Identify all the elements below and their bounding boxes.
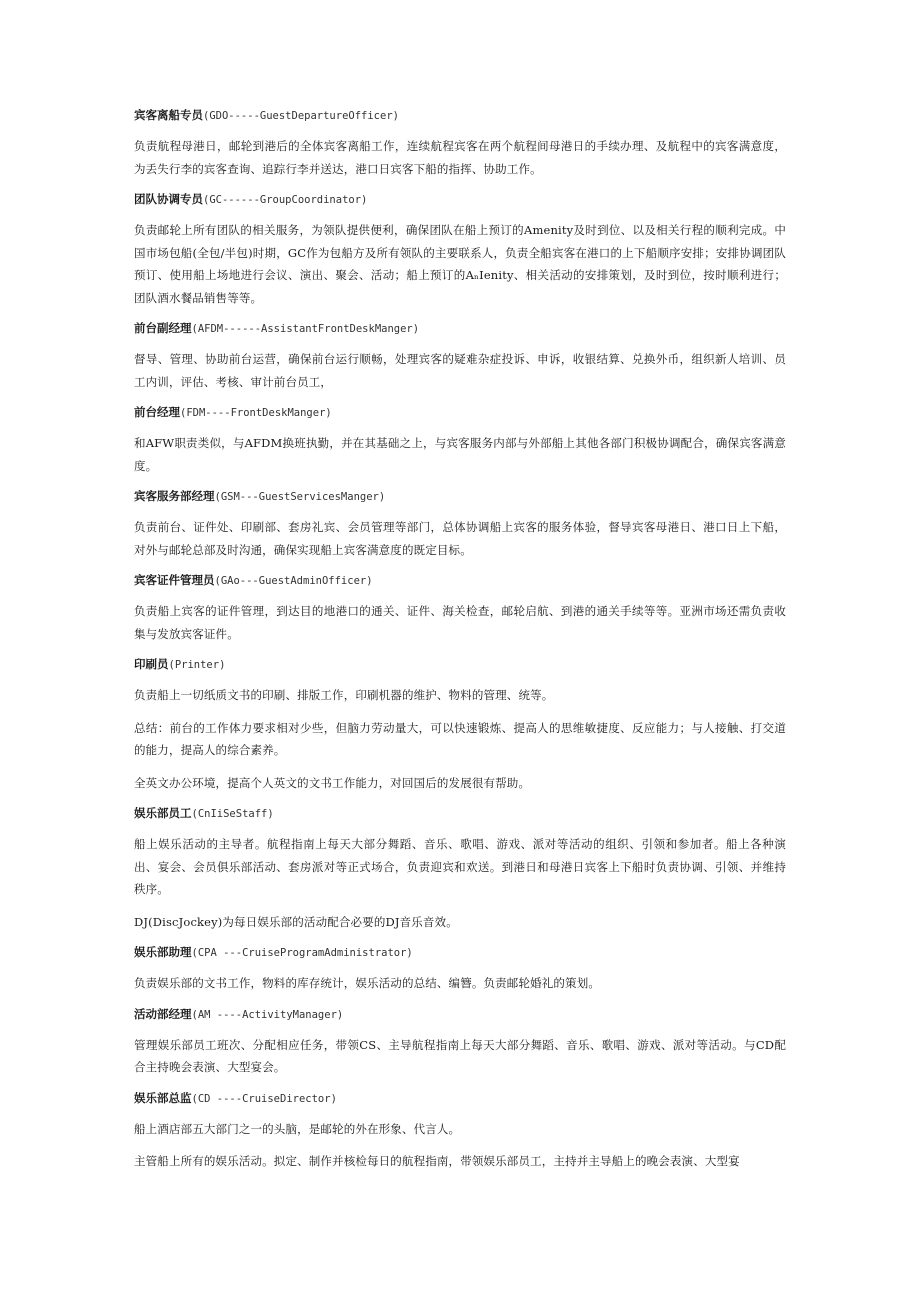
entry-title: 娱乐部总监 — [134, 1090, 192, 1105]
entry-code: (GC------GroupCoordinator) — [203, 194, 368, 206]
entry-heading — [134, 403, 786, 422]
entry-title: 娱乐部助理 — [134, 945, 192, 959]
entry-title: 宾客服务部经理 — [134, 489, 215, 503]
entry-title: 娱乐部员工 — [134, 806, 192, 820]
entry-gao — [134, 571, 786, 645]
entry-printer — [134, 655, 786, 794]
entry-heading — [134, 655, 786, 674]
entry-heading — [134, 571, 786, 590]
entry-code: (GSM---GuestServicesManger) — [214, 491, 386, 503]
entry-heading — [134, 1005, 786, 1024]
entry-gc — [134, 190, 786, 309]
entry-code: (FDM----FrontDeskManger) — [180, 407, 332, 419]
entry-afdm — [134, 319, 786, 393]
entry-code: (Printer) — [168, 659, 226, 671]
entry-heading — [134, 319, 786, 338]
entry-paragraph: 负责船上一切纸质文书的印刷、排版工作，印刷机器的维护、物料的管理、统等。 — [134, 688, 554, 702]
entry-heading — [134, 943, 786, 962]
entry-title: 宾客离船专员 — [134, 108, 203, 122]
entry-title: 前台副经理 — [134, 321, 192, 335]
entry-paragraph: 督导、管理、协助前台运营，确保前台运行顺畅，处理宾客的疑难杂症投诉、申诉，收银结算、兑换外币，组织新人培训、员工内训，评估、考核、审计前台员工， — [134, 352, 786, 389]
entry-paragraph: 负责船上宾客的证件管理，到达目的地港口的通关、证件、海关检查，邮轮启航、到港的通关手续等等。亚洲市场还需负责收集与发放宾客证件。 — [134, 604, 786, 641]
entry-code: (AM ----ActivityManager) — [191, 1008, 344, 1021]
entry-heading — [134, 190, 786, 209]
entry-paragraph: 船上酒店部五大部门之一的头脑，是邮轮的外在形象、代言人。 — [134, 1121, 461, 1136]
entry-gdo — [134, 106, 786, 180]
entry-paragraph: DJ(DiscJockey)为每日娱乐部的活动配合必要的DJ音乐音效。 — [134, 914, 458, 929]
entry-cs — [134, 804, 786, 933]
entry-code: (GAo---GuestAdminOfficer) — [214, 575, 373, 587]
entry-cpa — [134, 943, 786, 995]
entry-code: (GDO-----GuestDepartureOfficer) — [203, 110, 399, 122]
document-page — [134, 106, 786, 1183]
entry-title: 前台经理 — [134, 405, 180, 419]
entry-heading — [134, 1089, 786, 1108]
entry-heading — [134, 804, 786, 823]
entry-cd — [134, 1089, 786, 1173]
entry-code: (CPA ---CruiseProgramAdministrator) — [191, 947, 413, 959]
entry-paragraph: 主管船上所有的娱乐活动。拟定、制作并核检每日的航程指南，带领娱乐部员工，主持并主导船上的晚会表演、大型宴 — [134, 1154, 740, 1168]
summary-paragraph: 总结：前台的工作体力要求相对少些，但脑力劳动量大，可以快速锻炼、提高人的思维敏捷度、反应能力；与人接触、打交道的能力，提高人的综合素养。 — [134, 720, 786, 757]
entry-heading — [134, 106, 786, 125]
entry-code: (CnIiSeStaff) — [191, 808, 274, 820]
entry-am — [134, 1005, 786, 1079]
entry-code: (AFDM------AssistantFrontDeskManger) — [191, 323, 420, 335]
entry-paragraph: 船上娱乐活动的主导者。航程指南上每天大部分舞蹈、音乐、歌唱、游戏、派对等活动的组织、引领和参加者。船上各种演出、宴会、会员俱乐部活动、套房派对等正式场合，负责迎宾和欢送。到港日和母港日宾客上下船时负责协调、引领、并维持秩序。 — [134, 837, 786, 896]
entry-paragraph: 管理娱乐部员工班次、分配相应任务，带领CS、主导航程指南上每天大部分舞蹈、音乐、歌唱、游戏、派对等活动。与CD配合主持晚会表演、大型宴会。 — [134, 1037, 786, 1074]
entry-paragraph: 和AFW职责类似，与AFDM换班执勤，并在其基础之上，与宾客服务内部与外部船上其他各部门积极协调配合，确保宾客满意度。 — [134, 436, 786, 473]
entry-paragraph: 负责航程母港日，邮轮到港后的全体宾客离船工作，连续航程宾客在两个航程间母港日的手续办理、及航程中的宾客满意度，为丢失行李的宾客查询、追踪行李并送达，港口日宾客下船的指挥、协助工作。 — [134, 139, 786, 176]
summary-paragraph: 全英文办公环境，提高个人英文的文书工作能力，对回国后的发展很有帮助。 — [134, 775, 531, 790]
entry-code: (CD ----CruiseDirector) — [191, 1092, 337, 1105]
entry-gsm — [134, 487, 786, 561]
entry-title: 团队协调专员 — [134, 192, 203, 206]
entry-title: 宾客证件管理员 — [134, 573, 215, 587]
entry-paragraph: 负责前台、证件处、印刷部、套房礼宾、会员管理等部门，总体协调船上宾客的服务体验，督导宾客母港日、港口日上下船，对外与邮轮总部及时沟通，确保实现船上宾客满意度的既定目标。 — [134, 520, 786, 557]
entry-title: 活动部经理 — [134, 1006, 192, 1021]
entry-paragraph: 负责邮轮上所有团队的相关服务，为领队提供便利，确保团队在船上预订的Amenity及时到位、以及相关行程的顺利完成。中国市场包船(全包/半包)时期，GC作为包船方及所有领队的主要联系人，负责全船宾客在港口的上下船顺序安排；安排协调团队预订、使用船上场地进行会议、演出、聚会、活动；船上预订的AₙIenity、相关活动的安排策划，及时到位，按时顺利进行；团队酒水餐品销售等等。 — [134, 223, 786, 305]
entry-title: 印刷员 — [134, 657, 169, 671]
entry-heading — [134, 487, 786, 506]
entry-paragraph: 负责娱乐部的文书工作，物料的库存统计，娱乐活动的总结、编簪。负责邮轮婚礼的策划。 — [134, 976, 600, 990]
entry-fdm — [134, 403, 786, 477]
